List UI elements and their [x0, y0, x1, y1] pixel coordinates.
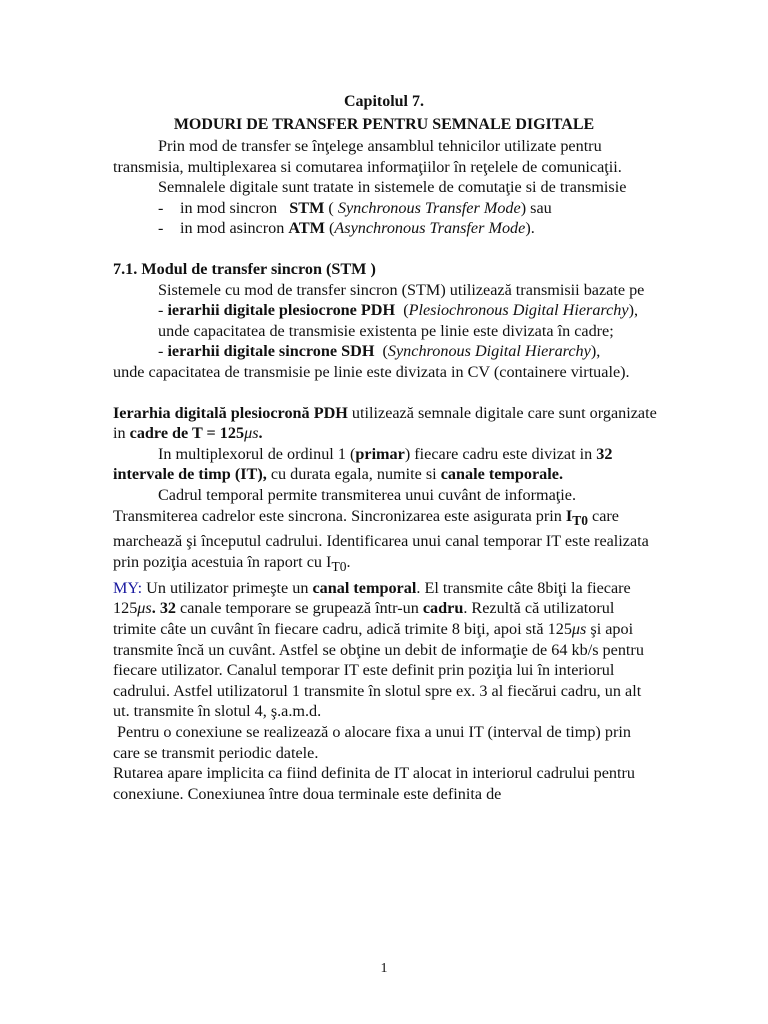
- list-dash: -: [158, 219, 164, 238]
- my-label: MY:: [113, 578, 143, 597]
- pdh-bold: ierarhii digitale plesiocrone PDH: [167, 301, 396, 320]
- sdh-item: [113, 341, 658, 362]
- sync-ref-sub: T0: [331, 559, 347, 575]
- my-d: .: [151, 599, 156, 618]
- unit-microseconds: μs: [244, 424, 259, 443]
- p2-channels: canale temporale.: [440, 465, 563, 484]
- list-item-sync-pre: in mod sincron: [180, 198, 278, 217]
- list-item-async-post: ).: [525, 219, 535, 238]
- pdh-paragraph-2: [113, 444, 658, 485]
- page-number: 1: [380, 961, 388, 976]
- section-heading: 7.1. Modul de transfer sincron (STM ): [113, 259, 376, 278]
- paren-open: (: [328, 198, 334, 217]
- pdh-lead-bold: Ierarhia digitală plesiocronă PDH: [113, 403, 348, 422]
- list-item-sync: [113, 198, 658, 219]
- p2-intervals: 32 intervale de timp (IT),: [113, 444, 613, 484]
- p2-a: In multiplexorul de ordinul 1 (: [158, 444, 356, 463]
- unit-microseconds: μs: [137, 599, 152, 618]
- stm-abbr: STM: [289, 198, 325, 217]
- my-a: Un utilizator primeşte un: [146, 578, 309, 597]
- document-body: [113, 136, 658, 804]
- chapter-title: MODURI DE TRANSFER PENTRU SEMNALE DIGITALE: [173, 116, 595, 133]
- paren-close: ),: [590, 342, 601, 361]
- lead-end: .: [258, 424, 263, 443]
- p2-c: ) fiecare cadru este divizat in: [404, 444, 593, 463]
- atm-full: Asynchronous Transfer Mode: [334, 219, 526, 238]
- frame-duration: cadre de T = 125: [129, 424, 245, 443]
- intro-paragraph-1: Prin mod de transfer se înţelege ansamblul tehnicilor utilizate pentru transmisia, multiplexarea si comutarea informaţiilor în reţelele de comunicaţii.: [113, 137, 622, 176]
- list-dash: -: [158, 301, 164, 320]
- my-j: Pentru o conexiune se realizează o alocare fixa a unui IT (interval de timp) prin care se transmit periodic datele.: [113, 722, 631, 762]
- pdh-rest: ), unde capacitatea de transmisie existenta pe linie este divizata în cadre;: [158, 301, 639, 340]
- p3-c: .: [346, 552, 351, 571]
- pdh-item: [113, 300, 658, 341]
- section-paragraph-1: Sistemele cu mod de transfer sincron (STM) utilizează transmisii bazate pe: [158, 280, 645, 299]
- p3-a: Cadrul temporal permite transmiterea unui cuvânt de informaţie. Transmiterea cadrelor este sincrona. Sincronizarea este asigurata prin: [113, 485, 577, 525]
- atm-abbr: ATM: [288, 219, 325, 238]
- pdh-italic: Plesiochronous Digital Hierarchy: [408, 301, 629, 320]
- list-item-async: [113, 218, 658, 239]
- list-dash: -: [158, 198, 164, 217]
- pdh-lead-paragraph: [113, 403, 658, 444]
- p2-e: cu durata egala, numite si: [270, 465, 437, 484]
- pdh-paragraph-3: [113, 485, 658, 578]
- sdh-rest: unde capacitatea de transmisie pe linie este divizata in CV (containere virtuale).: [113, 362, 630, 381]
- sdh-bold: ierarhii digitale sincrone SDH: [167, 342, 375, 361]
- sdh-italic: Synchronous Digital Hierarchy: [387, 342, 591, 361]
- my-c: . El transmite câte 8biţi la fiecare 125: [113, 578, 631, 618]
- my-note: [113, 578, 658, 722]
- my-i: şi apoi transmite încă un cuvânt. Astfel se obţine un debit de informaţie de 64 kb/s pentru fiecare utilizator. Canalul temporar IT este definit prin poziţia lui în interiorul cadrului. Astfel utilizatorul 1 transmite în slotul spre ex. 3 al fiecărui cadru, un alt ut. transmite în slotul 4, ş.a.m.d.: [113, 619, 644, 721]
- my-cadru: cadru: [422, 599, 464, 618]
- list-item-sync-post: ) sau: [520, 198, 552, 217]
- chapter-label: Capitolul 7.: [343, 93, 424, 110]
- sync-symbol-sub: T0: [572, 512, 588, 528]
- my-f: canale temporare se grupează într-un: [180, 599, 419, 618]
- paren-open: (: [382, 342, 388, 361]
- my-h: . Rezultă că utilizatorul trimite câte un cuvânt în fiecare cadru, adică trimite 8 biţi, apoi stă 125: [113, 599, 615, 638]
- my-canal: canal temporal: [312, 578, 417, 597]
- list-item-async-pre: in mod asincron: [180, 219, 285, 238]
- paren-open: (: [328, 219, 335, 238]
- p3-b: care marchează şi începutul cadrului. Identificarea unui canal temporar IT este realizata prin poziţia acestuia în raport cu I: [113, 506, 649, 571]
- sync-symbol: [565, 506, 588, 528]
- paren-open: (: [403, 301, 409, 320]
- stm-full: Synchronous Transfer Mode: [337, 198, 521, 217]
- my-32: 32: [159, 599, 176, 618]
- intro-paragraph-2: Semnalele digitale sunt tratate in sistemele de comutaţie si de transmisie: [158, 178, 627, 197]
- sync-symbol-letter: I: [565, 506, 573, 525]
- pdh-lead-text: utilizează semnale digitale care sunt organizate in: [113, 403, 657, 443]
- list-dash: -: [158, 342, 164, 361]
- closing-paragraph: Rutarea apare implicita ca fiind definita de IT alocat in interiorul cadrului pentru conexiune. Conexiunea între doua terminale este definita de: [113, 764, 635, 803]
- p2-primar: primar: [355, 444, 405, 463]
- unit-microseconds: μs: [571, 619, 587, 638]
- my-note-2: [113, 722, 658, 763]
